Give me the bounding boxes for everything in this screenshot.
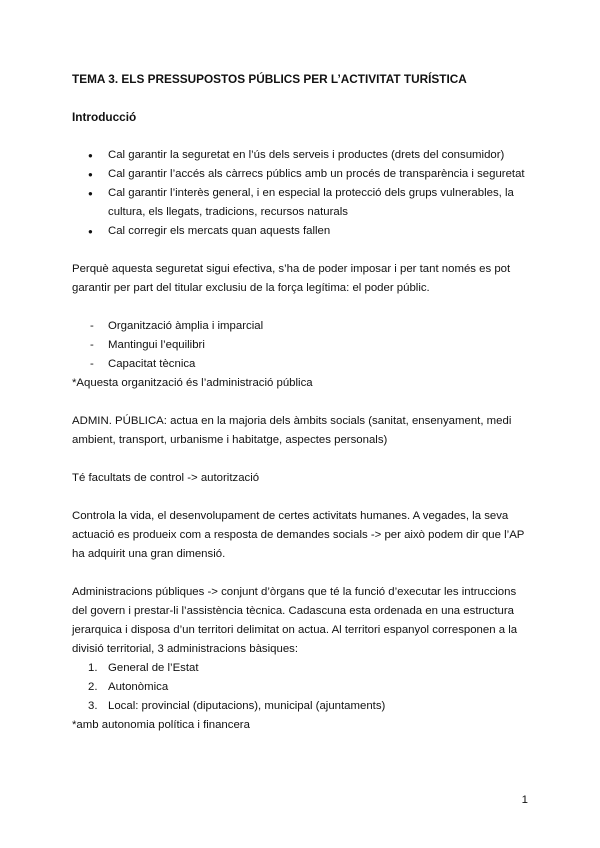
page-number: 1 (521, 794, 528, 806)
paragraph: Té facultats de control -> autorització (72, 472, 260, 484)
list-item (72, 659, 532, 678)
list-item: - Organització àmplia i imparcial (72, 317, 532, 336)
list-item: - Capacitat tècnica (72, 355, 532, 374)
list-item: ● Cal garantir l’interès general, i en especial la protecció dels grups vulnerables, la cultura, els llegats, tradicions, recursos naturals (72, 184, 532, 222)
list-item: ● Cal corregir els mercats quan aquests fallen (72, 222, 532, 241)
list-text: General de l’Estat (108, 662, 199, 674)
list-item: ● Cal garantir l’accés als càrrecs públics amb un procés de transparència i seguretat (72, 165, 532, 184)
list-item (72, 697, 532, 716)
paragraph: Administracions públiques -> conjunt d’òrgans que té la funció d’executar les intruccions del govern i prestar-li l’assistència tècnica. Cadascuna esta ordenada en una estructura jerarquica i disposa d’un territori delimitat on actua. Al territori espanyol corresponen a la divisió territorial, 3 administracions bàsiques: (72, 586, 518, 655)
list-item: ● Cal garantir la seguretat en l’ús dels serveis i productes (drets del consumidor) (72, 146, 532, 165)
list-text: Autonòmica (108, 681, 169, 693)
numbered-list (72, 659, 532, 716)
list-number: 3. (88, 700, 98, 712)
note: *amb autonomia política i financera (72, 719, 250, 731)
list-item (72, 678, 532, 697)
list-number: 2. (88, 681, 98, 693)
dash-list (72, 317, 532, 374)
list-item: - Mantingui l’equilibri (72, 336, 532, 355)
bullet-list (72, 146, 532, 241)
paragraph: Controla la vida, el desenvolupament de certes activitats humanes. A vegades, la seva actuació es produeix com a resposta de demandes socials -> per això podem dir que l’AP ha adquirit una gran dimensió. (72, 510, 525, 560)
document-body (72, 70, 532, 735)
paragraph: Perquè aquesta seguretat sigui efectiva, s’ha de poder imposar i per tant només es pot garantir per part del titular exclusiu de la força legítima: el poder públic. (72, 263, 511, 294)
paragraph: ADMIN. PÚBLICA: actua en la majoria dels àmbits socials (sanitat, ensenyament, medi ambient, transport, urbanisme i habitatge, aspectes personals) (72, 415, 512, 446)
intro-heading: Introducció (72, 110, 137, 124)
list-text: Local: provincial (diputacions), municipal (ajuntaments) (108, 700, 386, 712)
list-number: 1. (88, 662, 98, 674)
note: *Aquesta organització és l’administració pública (72, 377, 313, 389)
document-title: TEMA 3. ELS PRESSUPOSTOS PÚBLICS PER L’ACTIVITAT TURÍSTICA (72, 72, 467, 86)
